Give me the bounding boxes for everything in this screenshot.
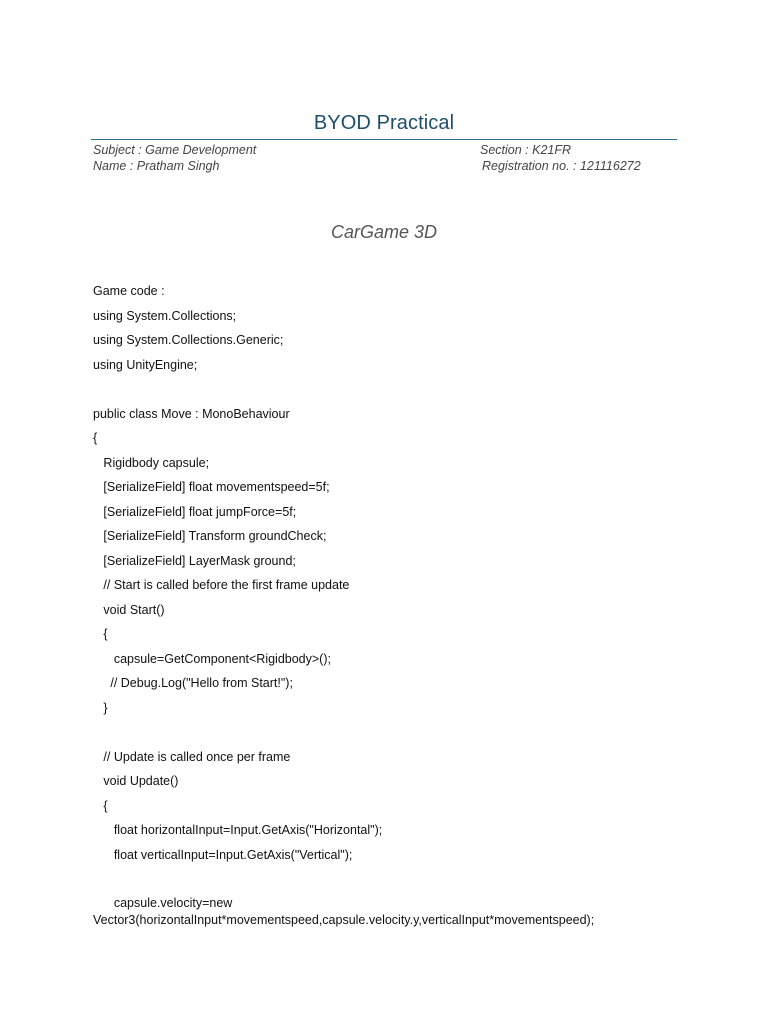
code-line: Vector3(horizontalInput*movementspeed,capsule.velocity.y,verticalInput*movementspeed); (93, 912, 595, 927)
code-line (93, 380, 713, 405)
code-line: capsule=GetComponent<Rigidbody>(); (93, 651, 331, 666)
code-line: { (93, 431, 98, 445)
code-block (93, 282, 713, 929)
code-line: float verticalInput=Input.GetAxis("Vertical"); (93, 847, 353, 862)
code-line: float horizontalInput=Input.GetAxis("Horizontal"); (93, 823, 383, 837)
registration-number: Registration no. : 121116272 (482, 159, 641, 173)
code-line (93, 723, 713, 748)
code-line: void Update() (93, 774, 179, 788)
code-line: // Debug.Log("Hello from Start!"); (93, 676, 293, 690)
section-label: Section : K21FR (480, 143, 572, 157)
code-line: capsule.velocity=new (93, 895, 233, 910)
code-line: using UnityEngine; (93, 357, 198, 372)
code-line: Rigidbody capsule; (93, 455, 210, 470)
subject-label: Subject : Game Development (93, 143, 257, 157)
code-line: using System.Collections; (93, 308, 237, 323)
code-line: [SerializeField] Transform groundCheck; (93, 529, 327, 543)
code-line (93, 870, 713, 895)
code-line: // Update is called once per frame (93, 749, 291, 764)
title-divider (91, 139, 677, 140)
document-title: BYOD Practical (313, 112, 455, 134)
code-line: } (93, 700, 108, 715)
code-line: { (93, 627, 108, 641)
code-line: public class Move : MonoBehaviour (93, 406, 290, 421)
code-line: void Start() (93, 602, 165, 617)
student-name: Name : Pratham Singh (93, 159, 220, 173)
code-label: Game code : (93, 284, 165, 298)
code-line: [SerializeField] float jumpForce=5f; (93, 504, 297, 519)
code-line: [SerializeField] LayerMask ground; (93, 553, 296, 568)
code-line: [SerializeField] float movementspeed=5f; (93, 480, 330, 494)
project-subtitle: CarGame 3D (330, 222, 438, 242)
code-line: using System.Collections.Generic; (93, 333, 284, 347)
code-line: // Start is called before the first frame update (93, 578, 350, 592)
code-line: { (93, 798, 108, 813)
